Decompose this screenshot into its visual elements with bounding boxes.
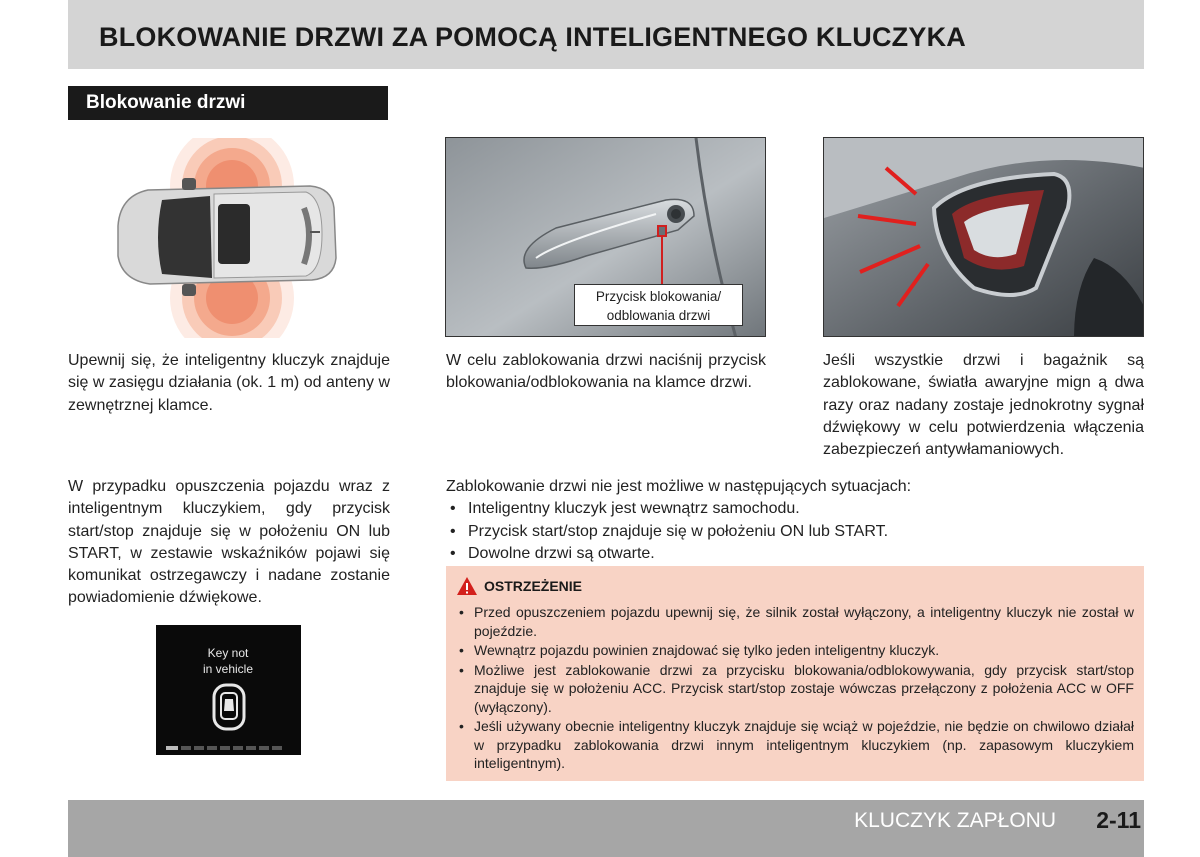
footer-section-name: KLUCZYK ZAPŁONU: [854, 809, 1056, 832]
warning-box: [446, 566, 1144, 781]
warning-item: • Jeśli używany obecnie inteligentny kluczyk znajduje się wciąż w pojeździe, nie będzie on chwilowo działał w przypadku zablokowania drzwi innym inteligentnym kluczykiem (np. zapasowym kluczykiem inteligentnym).: [456, 717, 1134, 773]
warning-item: • Przed opuszczeniem pojazdu upewnij się, że silnik został wyłączony, a inteligentny kluczyk nie został w pojeździe.: [456, 603, 1134, 640]
warning-triangle-icon: [456, 576, 478, 596]
paragraph-key-range: Upewnij się, że inteligentny kluczyk znajduje się w zasięgu działania (ok. 1 m) od anteny w zewnętrznej klamce.: [68, 352, 390, 414]
paragraph-key-warning-message: W przypadku opuszczenia pojazdu wraz z inteligentnym kluczykiem, gdy przycisk start/stop znajduje się w położeniu ON lub START, w zestawie wskaźników pojawi się komunikat ostrzegawczy i nadane zostanie powiadomienie dźwiękowe.: [68, 478, 390, 607]
section-heading: [68, 86, 388, 120]
page-title: BLOKOWANIE DRZWI ZA POMOCĄ INTELIGENTNEGO KLUCZYKA: [99, 22, 966, 52]
warning-item: • Wewnątrz pojazdu powinien znajdować się tylko jeden inteligentny kluczyk.: [456, 641, 1134, 660]
lock-not-possible-list: [446, 498, 1144, 565]
lock-not-possible-intro: Zablokowanie drzwi nie jest możliwe w następujących sytuacjach:: [446, 478, 912, 495]
warning-item: • Możliwe jest zablokowanie drzwi za przycisku blokowania/odblokowywania, gdy przycisk start/stop znajduje się w położeniu ACC. Przycisk start/stop zostaje wówczas przełączony z położenia ACC w OFF (wyłączony).: [456, 661, 1134, 717]
door-handle-photo: [445, 137, 766, 337]
lock-not-possible-section: [446, 476, 1144, 565]
page-footer: [68, 800, 1144, 857]
warning-title: OSTRZEŻENIE: [484, 578, 583, 594]
section-title: Blokowanie drzwi: [86, 92, 246, 113]
page-header: [68, 0, 1144, 69]
list-item: • Przycisk start/stop znajduje się w położeniu ON lub START.: [446, 521, 1144, 543]
page-number: 2-11: [1096, 807, 1141, 833]
paragraph-hazard-confirmation: Jeśli wszystkie drzwi i bagażnik są zablokowane, światła awaryjne mign ą dwa razy oraz nadany zostaje jednokrotny sygnał dźwiękowy w celu potwierdzenia włączenia zabezpieczeń antywłamaniowych.: [823, 352, 1144, 459]
display-line-1: Key not: [207, 646, 249, 660]
warning-header: [456, 575, 1134, 597]
list-item: • Dowolne drzwi są otwarte.: [446, 543, 1144, 565]
paragraph-press-button: W celu zablokowania drzwi naciśnij przycisk blokowania/odblokowania na klamce drzwi.: [446, 352, 766, 392]
lock-button-callout: Przycisk blokowania/ odblowania drzwi: [574, 284, 743, 326]
rear-light-photo: [823, 137, 1144, 337]
list-item: • Inteligentny kluczyk jest wewnątrz samochodu.: [446, 498, 1144, 520]
display-line-2: in vehicle: [202, 662, 254, 676]
car-top-view-illustration: [110, 138, 340, 338]
warning-list: [456, 603, 1134, 773]
cluster-display-image: [156, 625, 301, 755]
